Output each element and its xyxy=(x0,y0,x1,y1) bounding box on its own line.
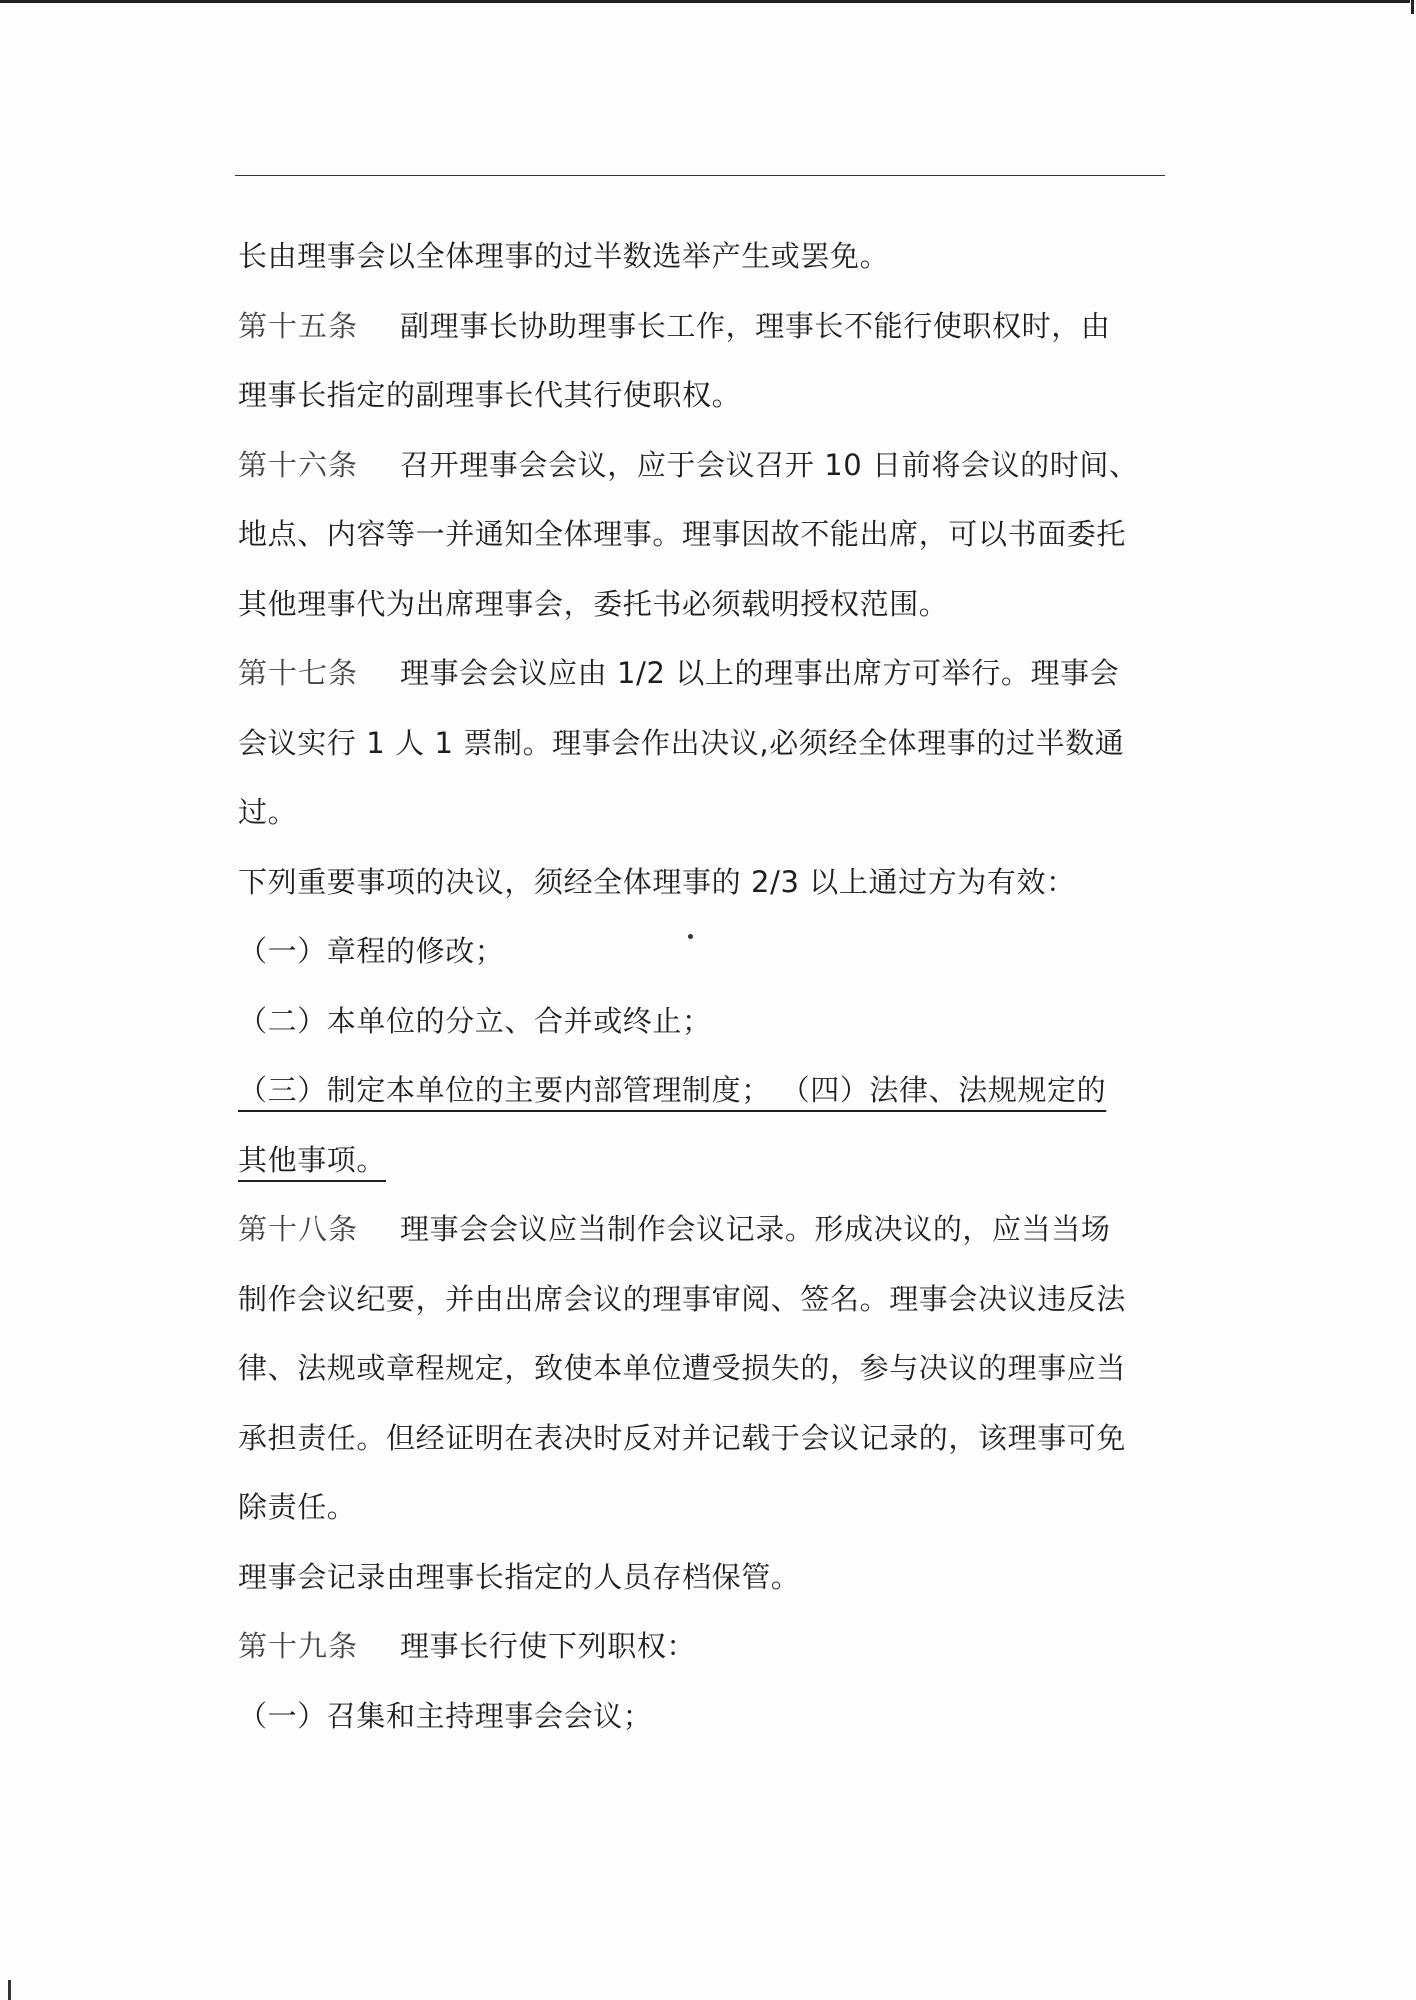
line-text: （一）章程的修改； xyxy=(238,934,505,968)
article-number: 第十五条 xyxy=(238,308,359,343)
line-text: 地点、内容等一并通知全体理事。理事因故不能出席，可以书面委托 xyxy=(238,517,1127,551)
text-line xyxy=(238,778,1168,848)
text-line xyxy=(238,1056,1168,1126)
line-text: 副理事长协助理事长工作，理事长不能行使职权时，由 xyxy=(400,308,1111,343)
text-line xyxy=(238,1612,1168,1682)
text-line xyxy=(238,570,1168,640)
text-line xyxy=(238,848,1168,918)
text-line xyxy=(238,1473,1168,1543)
article-number: 第十九条 xyxy=(238,1629,359,1663)
scan-edge-top xyxy=(0,0,1410,3)
text-line xyxy=(238,1265,1168,1335)
text-line xyxy=(238,639,1168,709)
line-text: 律、法规或章程规定，致使本单位遭受损失的，参与决议的理事应当 xyxy=(238,1351,1127,1385)
text-line xyxy=(238,1334,1168,1404)
line-text: 理事会记录由理事长指定的人员存档保管。 xyxy=(238,1559,801,1594)
line-text: 理事长指定的副理事长代其行使职权。 xyxy=(238,378,742,412)
text-line xyxy=(238,361,1168,431)
header-rule xyxy=(235,175,1165,176)
text-line xyxy=(238,1682,1168,1752)
article-number: 第十七条 xyxy=(238,656,359,690)
line-text: 理事长行使下列职权： xyxy=(400,1629,697,1663)
line-text: 过。 xyxy=(238,795,298,829)
article-number: 第十八条 xyxy=(238,1212,359,1246)
line-text: （二）本单位的分立、合并或终止； xyxy=(238,1003,712,1038)
article-number: 第十六条 xyxy=(238,447,359,482)
line-text-underlined: （三）制定本单位的主要内部管理制度； （四）法律、法规规定的 xyxy=(238,1073,1107,1107)
line-text: 理事会会议应当制作会议记录。形成决议的，应当当场 xyxy=(400,1212,1111,1246)
text-line xyxy=(238,709,1168,779)
line-text: 长由理事会以全体理事的过半数选举产生或罢免。 xyxy=(238,239,890,273)
line-text: 下列重要事项的决议，须经全体理事的 2/3 以上通过方为有效： xyxy=(238,864,1076,899)
text-line xyxy=(238,292,1168,362)
line-text: 其他理事代为出席理事会，委托书必须载明授权范围。 xyxy=(238,586,949,621)
text-line xyxy=(238,987,1168,1057)
text-line xyxy=(238,1195,1168,1265)
document-body xyxy=(238,222,1168,1751)
text-line xyxy=(238,1543,1168,1613)
line-text: 除责任。 xyxy=(238,1490,357,1524)
line-text: 承担责任。但经证明在表决时反对并记载于会议记录的，该理事可免 xyxy=(238,1420,1127,1455)
line-text: 会议实行 1 人 1 票制。理事会作出决议,必须经全体理事的过半数通 xyxy=(238,725,1125,760)
line-text: 制作会议纪要，并由出席会议的理事审阅、签名。理事会决议违反法 xyxy=(238,1281,1127,1316)
text-line xyxy=(238,1126,1168,1196)
line-text: 召开理事会会议，应于会议召开 10 日前将会议的时间、 xyxy=(400,447,1139,482)
scan-edge-left xyxy=(8,1980,11,2000)
line-text: （一）召集和主持理事会会议； xyxy=(238,1698,653,1733)
text-line xyxy=(238,222,1168,292)
text-line xyxy=(238,431,1168,501)
text-line xyxy=(238,1404,1168,1474)
scan-edge-right xyxy=(1411,0,1414,14)
line-text: 理事会会议应由 1/2 以上的理事出席方可举行。理事会 xyxy=(400,656,1120,690)
line-text-underlined: 其他事项。 xyxy=(238,1142,387,1177)
text-line xyxy=(238,500,1168,570)
text-line xyxy=(238,917,1168,987)
